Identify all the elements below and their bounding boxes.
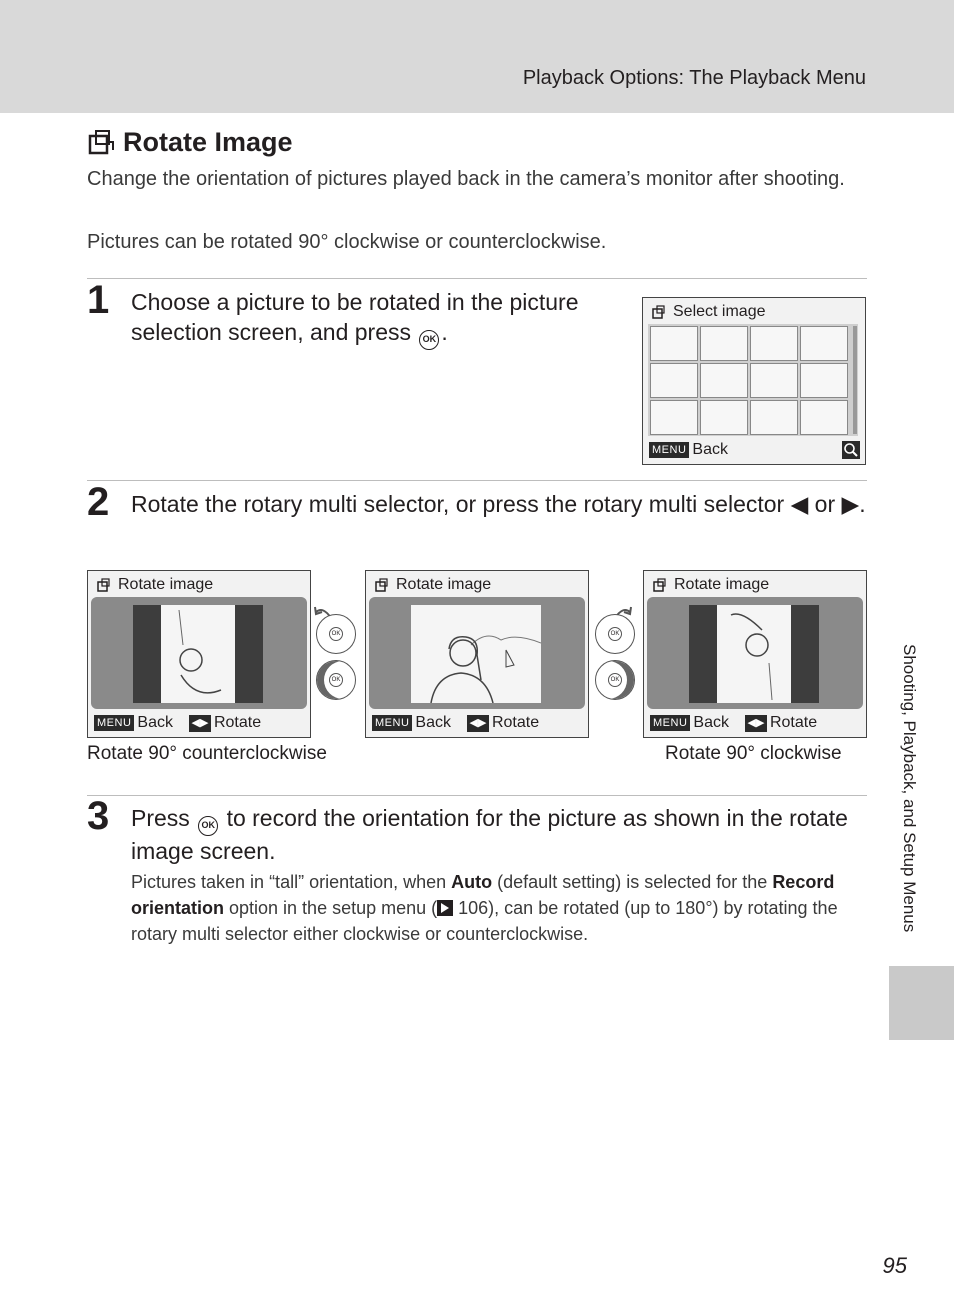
caption-clockwise: Rotate 90° clockwise	[665, 743, 842, 764]
ok-button-icon: OK	[608, 673, 622, 687]
image-view	[647, 597, 863, 709]
section-title-text: Rotate Image	[123, 126, 293, 157]
back-label: Back	[692, 441, 728, 458]
select-image-screen	[642, 297, 866, 465]
rotated-photo	[717, 605, 791, 703]
thumbnail	[650, 326, 698, 361]
rotate-screen-counterclockwise	[87, 570, 311, 738]
step-3-text	[131, 803, 867, 866]
chapter-tab	[889, 966, 954, 1040]
thumbnail	[750, 400, 798, 435]
ok-button-icon: OK	[419, 330, 439, 350]
thumbnail	[650, 400, 698, 435]
ok-button-icon: OK	[198, 816, 218, 836]
left-right-key-icon: ◀▶	[189, 715, 211, 732]
ok-button-icon: OK	[608, 627, 622, 641]
left-right-key-icon: ◀▶	[467, 715, 489, 732]
divider	[87, 795, 867, 796]
chapter-side-label	[897, 644, 921, 954]
divider	[87, 480, 867, 481]
thumbnail	[700, 400, 748, 435]
thumbnail	[650, 363, 698, 398]
rotate-screen-clockwise	[643, 570, 867, 738]
note-text: option in the setup menu (	[224, 898, 438, 918]
step-2-text: Rotate the rotary multi selector, or press the rotary multi selector ◀ or ▶.	[131, 491, 866, 517]
header-bar	[0, 0, 954, 113]
chapter-side-label-text: Shooting, Playback, and Setup Menus	[900, 644, 919, 933]
screen-header	[652, 576, 769, 594]
menu-key-icon: MENU	[649, 442, 689, 458]
screen-title: Rotate image	[396, 576, 492, 593]
step-3-text-after: to record the orientation for the picture as shown in the rotate image screen.	[131, 805, 848, 864]
step-1-text-before: Choose a picture to be rotated in the picture selection screen, and press	[131, 289, 579, 345]
thumbnail	[800, 400, 848, 435]
rotate-screen-original	[365, 570, 589, 738]
image-view	[369, 597, 585, 709]
screen-header	[96, 576, 213, 594]
thumbnail	[700, 326, 748, 361]
ok-button-icon: OK	[329, 673, 343, 687]
screen-title: Rotate image	[118, 576, 214, 593]
zoom-icon	[842, 441, 860, 459]
intro-paragraph-1: Change the orientation of pictures played back in the camera’s monitor after shooting.	[87, 168, 845, 190]
step-1-text-after: .	[441, 319, 448, 345]
left-right-key-icon: ◀▶	[745, 715, 767, 732]
screen-footer	[372, 714, 539, 732]
header-title: Playback Options: The Playback Menu	[522, 67, 866, 89]
rotate-image-icon	[374, 577, 390, 593]
page-reference-icon	[437, 900, 453, 916]
step-3-text-before: Press	[131, 805, 190, 831]
step-2-number: 2	[87, 480, 110, 524]
thumbnail	[750, 363, 798, 398]
rotate-image-icon	[651, 304, 667, 320]
back-label: Back	[415, 714, 451, 731]
menu-key-icon: MENU	[94, 715, 134, 731]
screen-title: Rotate image	[674, 576, 770, 593]
scrollbar	[853, 326, 857, 434]
note-auto: Auto	[451, 872, 493, 892]
note-text: 106), can be rotated (up to 180°) by rotating the rotary multi selector either clockwise or counterclockwise.	[131, 898, 838, 944]
rotate-image-icon	[96, 577, 112, 593]
rotate-label: Rotate	[491, 714, 540, 731]
note-text: (default setting) is selected for the	[492, 872, 773, 892]
back-label: Back	[693, 714, 729, 731]
rotate-image-icon	[87, 128, 115, 156]
multi-selector-right-icon	[595, 660, 635, 700]
intro-paragraph-2: Pictures can be rotated 90° clockwise or counterclockwise.	[87, 231, 607, 253]
thumbnail-grid	[648, 324, 858, 436]
rotary-multi-selector-icon	[595, 614, 635, 654]
step-3-number: 3	[87, 794, 110, 838]
rotate-label: Rotate	[769, 714, 818, 731]
page-number: 95	[882, 1253, 907, 1278]
step-3-note	[131, 869, 867, 947]
rotate-image-icon	[652, 577, 668, 593]
screen-header	[651, 303, 766, 321]
divider	[87, 278, 867, 279]
screen-header	[374, 576, 491, 594]
ok-button-icon: OK	[329, 627, 343, 641]
multi-selector-left-icon	[316, 660, 356, 700]
note-record-orientation: Record orientation	[131, 872, 835, 918]
screen-footer	[650, 714, 817, 732]
menu-key-icon: MENU	[372, 715, 412, 731]
back-label: Back	[137, 714, 173, 731]
thumbnail	[700, 363, 748, 398]
menu-key-icon: MENU	[650, 715, 690, 731]
step-1-number: 1	[87, 278, 110, 322]
rotate-label: Rotate	[213, 714, 262, 731]
thumbnail	[800, 326, 848, 361]
screen-title: Select image	[673, 303, 766, 320]
step-1-text	[131, 287, 611, 350]
section-title	[87, 124, 293, 160]
photo	[411, 605, 541, 703]
rotated-photo	[161, 605, 235, 703]
note-text: Pictures taken in “tall” orientation, when	[131, 872, 452, 892]
screen-footer	[94, 714, 261, 732]
screen-footer	[649, 441, 728, 459]
rotary-multi-selector-icon	[316, 614, 356, 654]
caption-counterclockwise: Rotate 90° counterclockwise	[87, 743, 327, 764]
thumbnail	[750, 326, 798, 361]
thumbnail	[800, 363, 848, 398]
image-view	[91, 597, 307, 709]
